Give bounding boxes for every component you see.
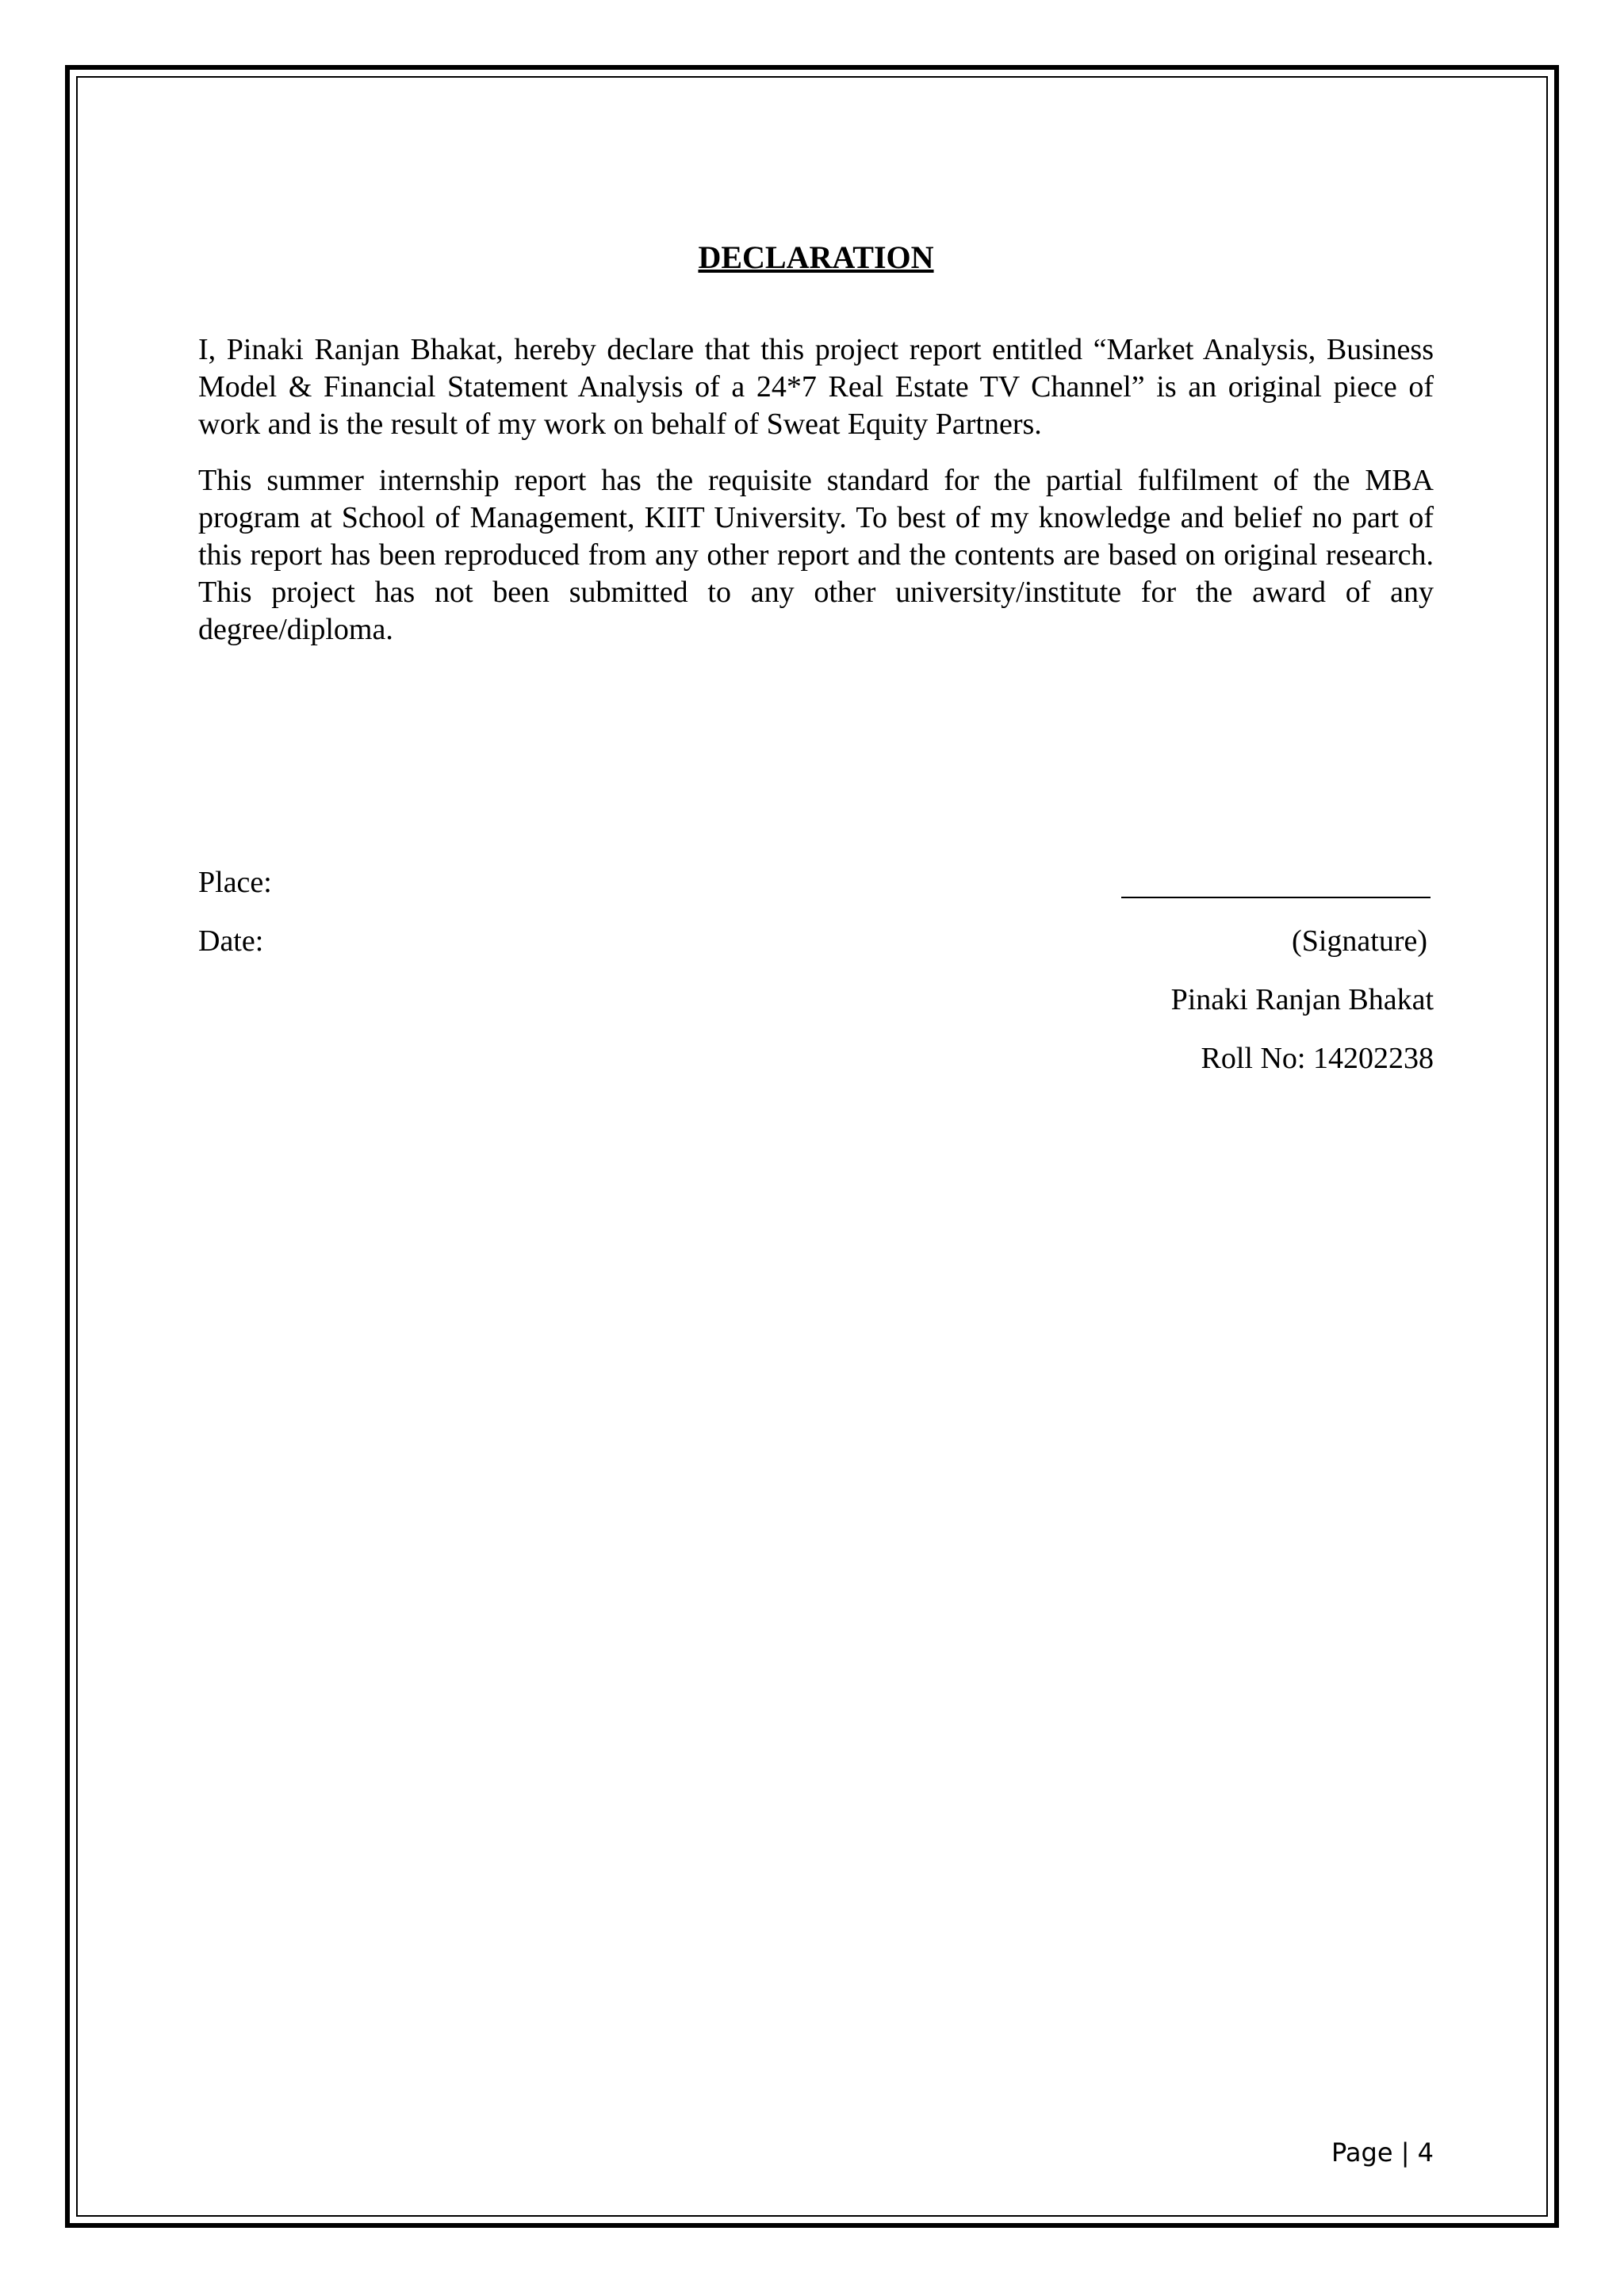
place-label: Place: — [198, 866, 272, 899]
roll-row — [198, 1040, 1434, 1099]
declaration-paragraph-2: This summer internship report has the requisite standard for the partial fulfilment of the MBA program at School of Management, KIIT University. To best of my knowledge and belief no part of this report has been reproduced from any other report and the contents are based on original research. This project has not been submitted to any other university/institute for the award of any degree/diploma. — [198, 464, 1434, 646]
date-label: Date: — [198, 924, 264, 958]
declaration-paragraph-1: I, Pinaki Ranjan Bhakat, hereby declare that this project report entitled “Market Analysis, Business Model & Financial Statement Analysis of a 24*7 Real Estate TV Channel” is an original piece of work and is the result of my work on behalf of Sweat Equity Partners. — [198, 333, 1434, 441]
date-row — [198, 923, 1434, 982]
page-title: DECLARATION — [698, 239, 934, 275]
roll-number: Roll No: 14202238 — [1201, 1042, 1434, 1075]
signatory-name: Pinaki Ranjan Bhakat — [1170, 983, 1434, 1016]
signature-block — [198, 864, 1434, 1099]
place-row — [198, 864, 1434, 923]
declaration-body — [198, 238, 1434, 668]
signature-label: (Signature) — [1292, 924, 1427, 958]
signature-line — [1121, 897, 1431, 898]
page-number: Page | 4 — [1331, 2137, 1434, 2168]
name-row — [198, 982, 1434, 1040]
